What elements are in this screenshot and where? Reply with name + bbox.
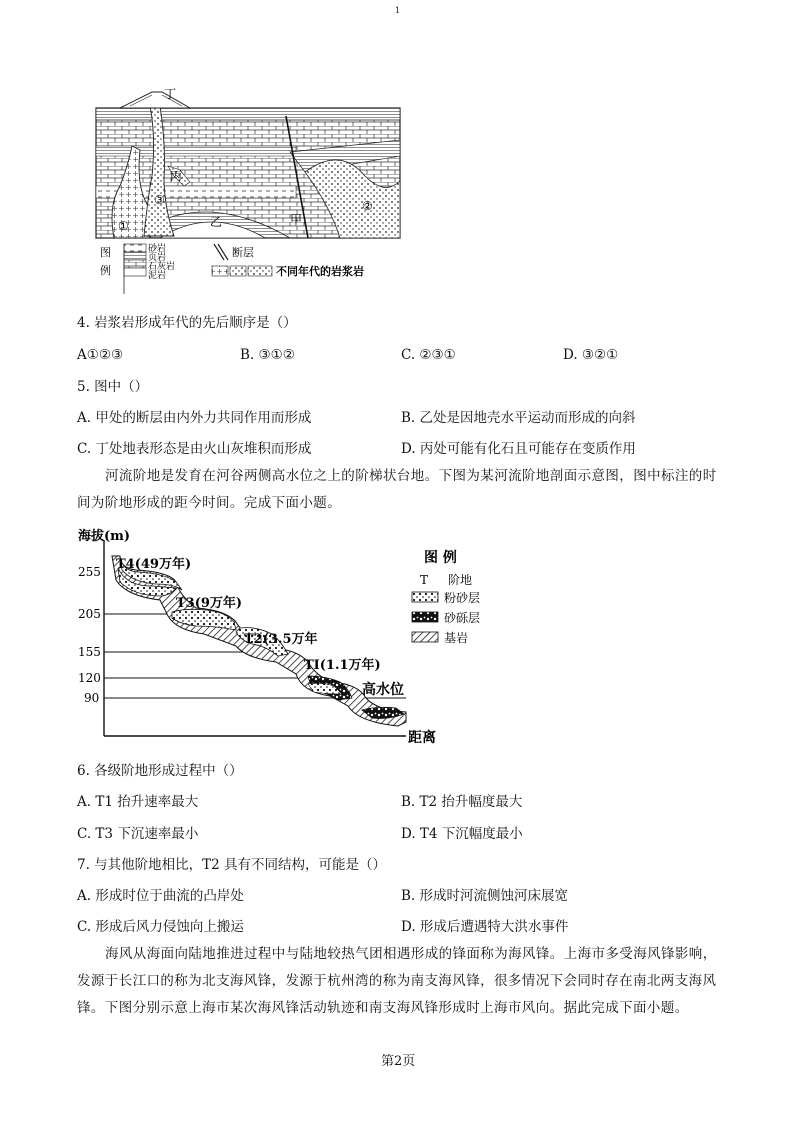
legend-title-bottom: 例 bbox=[100, 264, 111, 277]
q6-option-b[interactable]: B. T2 抬升幅度最大 bbox=[401, 794, 523, 810]
legend-t-symbol: T bbox=[420, 573, 429, 587]
q5-option-a[interactable]: A. 甲处的断层由内外力共同作用而形成 bbox=[77, 410, 312, 426]
q7-option-c[interactable]: C. 形成后风力侵蚀向上搬运 bbox=[77, 919, 244, 935]
label-circle-3: ③ bbox=[154, 193, 165, 207]
q6-option-a[interactable]: A. T1 抬升速率最大 bbox=[77, 794, 199, 810]
fig2-ylabel: 海拔(m) bbox=[78, 529, 131, 544]
top-mark: 1 bbox=[395, 6, 401, 15]
intro3-line-1: 海风从海面向陆地推进过程中与陆地较热气团相遇形成的锋面称为海风锋。上海市多受海风锋影响， bbox=[105, 946, 717, 962]
intro2-line-2: 间为阶地形成的距今时间。完成下面小题。 bbox=[77, 495, 342, 511]
legend-magma: 不同年代的岩浆岩 bbox=[276, 265, 364, 278]
legend-sandstone: 砂岩 bbox=[148, 244, 167, 254]
q4-option-b[interactable]: B. ③①② bbox=[240, 347, 295, 363]
q7-option-d[interactable]: D. 形成后遭遇特大洪水事件 bbox=[401, 919, 569, 935]
label-yi: 乙 bbox=[210, 215, 223, 229]
q5-option-b[interactable]: B. 乙处是因地壳水平运动而形成的向斜 bbox=[401, 410, 636, 426]
intro2-line-1: 河流阶地是发育在河谷两侧高水位之上的阶梯状台地。下图为某河流阶地剖面示意图，图中标注的时 bbox=[105, 468, 717, 484]
ytick-205: 205 bbox=[78, 607, 101, 621]
intro-river-terrace bbox=[77, 463, 717, 517]
legend-title-top: 图 bbox=[100, 246, 111, 259]
q6-stem: 6. 各级阶地形成过程中（） bbox=[77, 763, 243, 779]
legend-t-label: 阶地 bbox=[448, 573, 473, 587]
legend-shale: 页岩 bbox=[148, 253, 167, 263]
q5-option-c[interactable]: C. 丁处地表形态是由火山灰堆积而形成 bbox=[77, 441, 312, 457]
legend-mudstone: 泥岩 bbox=[148, 271, 167, 281]
ytick-90: 90 bbox=[84, 691, 100, 705]
intro-sea-breeze-front bbox=[77, 941, 717, 1022]
q5-stem: 5. 图中（） bbox=[77, 379, 149, 395]
q7-option-b[interactable]: B. 形成时河流侧蚀河床展宽 bbox=[401, 888, 569, 904]
q4-stem: 4. 岩浆岩形成年代的先后顺序是（） bbox=[77, 315, 297, 331]
label-circle-1: ① bbox=[118, 219, 129, 233]
page-number: 第2页 bbox=[381, 1054, 416, 1069]
terrace-t1: TI(1.1万年) bbox=[304, 658, 381, 673]
ytick-120: 120 bbox=[78, 671, 101, 685]
terrace-t2: T2(3.5万年 bbox=[244, 632, 318, 647]
label-bing: 丙 bbox=[170, 169, 183, 183]
legend-limestone: 石灰岩 bbox=[148, 262, 176, 272]
q4-option-c[interactable]: C. ②③① bbox=[401, 347, 456, 363]
intro3-line-3: 锋。下图分别示意上海市某次海风锋活动轨迹和南支海风锋形成时上海市风向。据此完成下面小题。 bbox=[77, 1000, 689, 1016]
geologic-section-figure bbox=[90, 86, 410, 298]
fig2-xlabel: 距离 bbox=[408, 730, 436, 746]
label-circle-2: ② bbox=[362, 199, 373, 213]
ytick-155: 155 bbox=[78, 645, 101, 659]
terrace-t4: T4(49万年) bbox=[116, 557, 192, 572]
q4-option-d[interactable]: D. ③②① bbox=[563, 347, 619, 363]
label-jia: 甲 bbox=[290, 213, 303, 227]
ytick-255: 255 bbox=[78, 565, 101, 579]
q4-option-a[interactable]: A①②③ bbox=[77, 347, 124, 363]
q6-option-d[interactable]: D. T4 下沉幅度最小 bbox=[401, 826, 523, 842]
q6-option-c[interactable]: C. T3 下沉速率最小 bbox=[77, 826, 199, 842]
legend-silt: 粉砂层 bbox=[444, 591, 481, 605]
intro3-line-2: 发源于长江口的称为北支海风锋，发源于杭州湾的称为南支海风锋，很多情况下会同时存在南北两支海风 bbox=[77, 973, 717, 989]
terrace-t3: T3(9万年) bbox=[176, 596, 243, 611]
q7-option-a[interactable]: A. 形成时位于曲流的凸岸处 bbox=[77, 888, 244, 904]
legend-fault: 断层 bbox=[232, 246, 254, 259]
legend-gravel: 砂砾层 bbox=[444, 611, 481, 625]
fig2-legend-title: 图 例 bbox=[424, 550, 457, 566]
label-ding: 丁 bbox=[164, 87, 177, 101]
river-terrace-figure bbox=[76, 526, 496, 752]
q7-stem: 7. 与其他阶地相比，T2 具有不同结构，可能是（） bbox=[77, 857, 387, 873]
legend-bedrock: 基岩 bbox=[444, 631, 469, 645]
high-water-label: 高水位 bbox=[362, 682, 404, 698]
q5-option-d[interactable]: D. 丙处可能有化石且可能存在变质作用 bbox=[401, 441, 636, 457]
